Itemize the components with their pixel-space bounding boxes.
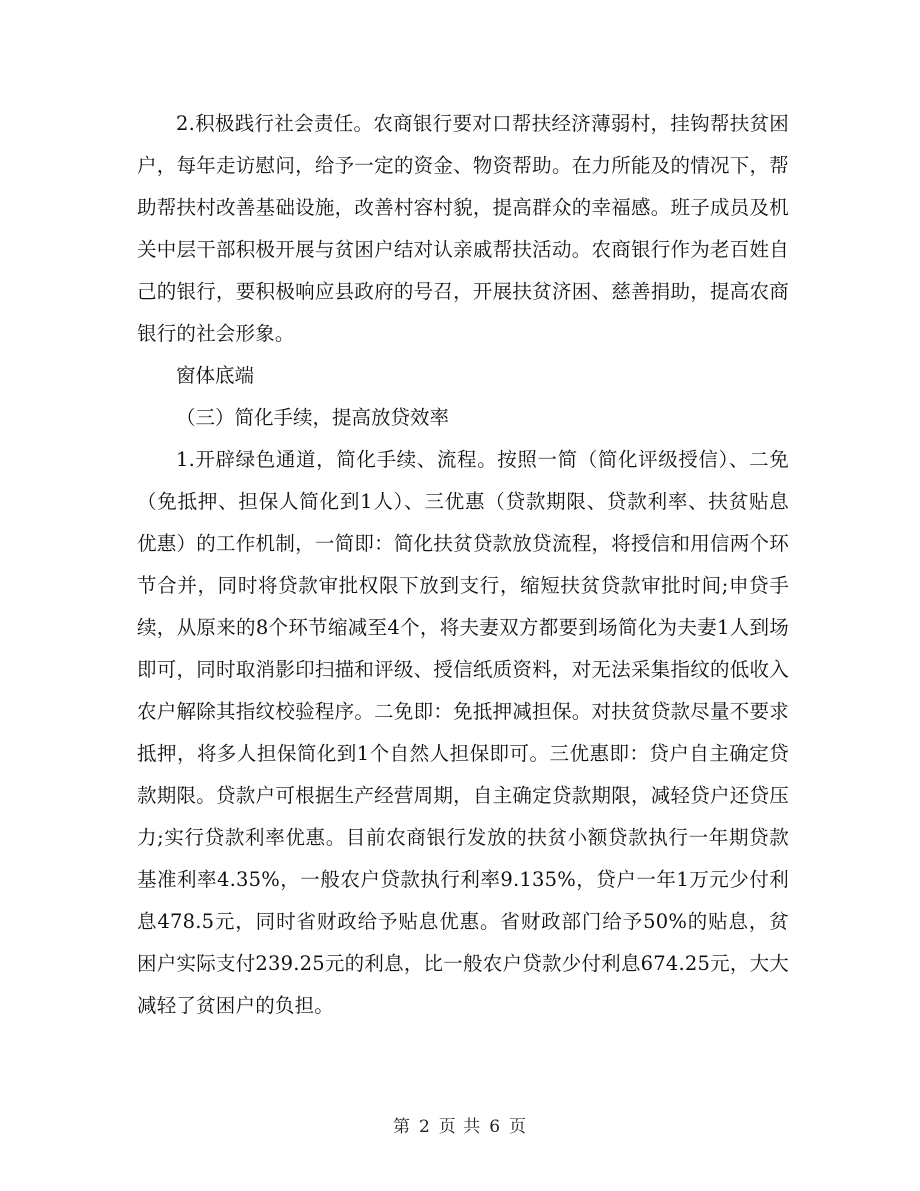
footer-total-pages: 6 [489,1117,502,1137]
footer-suffix: 页 [509,1117,528,1137]
footer-current-page: 2 [418,1117,431,1137]
footer-middle: 页 共 [438,1117,482,1137]
document-body [137,103,789,1027]
page-footer [0,1112,920,1137]
paragraph-green-channel: 1.开辟绿色通道，简化手续、流程。按照一简（简化评级授信）、二免（免抵押、担保人简化到1人）、三优惠（贷款期限、贷款利率、扶贫贴息优惠）的工作机制，一简即：简化扶贫贷款放贷流程，将授信和用信两个环节合并，同时将贷款审批权限下放到支行，缩短扶贫贷款审批时间;申贷手续，从原来的8个环节缩减至4个，将夫妻双方都要到场简化为夫妻1人到场即可，同时取消影印扫描和评级、授信纸质资料，对无法采集指纹的低收入农户解除其指纹校验程序。二免即：免抵押减担保。对扶贫贷款尽量不要求抵押，将多人担保简化到1个自然人担保即可。三优惠即：贷户自主确定贷款期限。贷款户可根据生产经营周期，自主确定贷款期限，减轻贷户还贷压力;实行贷款利率优惠。目前农商银行发放的扶贫小额贷款执行一年期贷款基准利率4.35%，一般农户贷款执行利率9.135%，贷户一年1万元少付利息478.5元，同时省财政给予贴息优惠。省财政部门给予50%的贴息，贫困户实际支付239.25元的利息，比一般农户贷款少付利息674.25元，大大减轻了贫困户的负担。 [137,448,789,1017]
form-bottom-label: 窗体底端 [176,364,255,387]
paragraph-social-responsibility: 2.积极践行社会责任。农商银行要对口帮扶经济薄弱村，挂钩帮扶贫困户，每年走访慰问，给予一定的资金、物资帮助。在力所能及的情况下，帮助帮扶村改善基础设施，改善村容村貌，提高群众的幸福感。班子成员及机关中层干部积极开展与贫困户结对认亲戚帮扶活动。农商银行作为老百姓自己的银行，要积极响应县政府的号召，开展扶贫济困、慈善捐助，提高农商银行的社会形象。 [137,112,789,345]
section-heading: （三）简化手续，提高放贷效率 [176,406,450,429]
footer-prefix: 第 [392,1117,411,1137]
